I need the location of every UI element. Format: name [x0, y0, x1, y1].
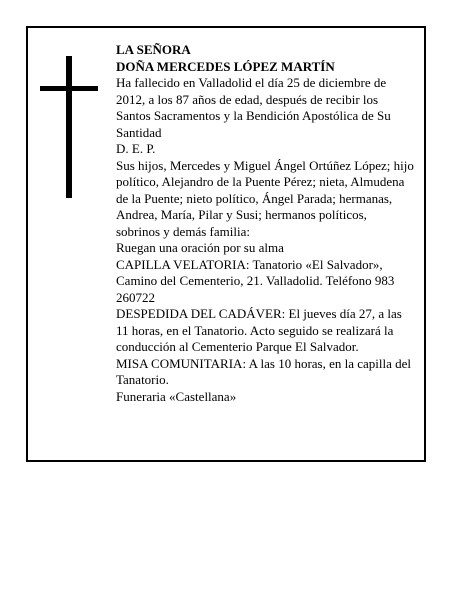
farewell-text: El jueves día 27, a las 11 horas, en el Tanatorio. Acto seguido se realizará la conducción al Cementerio Parque El Salvador.	[116, 306, 402, 354]
obituary-notice	[26, 26, 426, 462]
notice-title: LA SEÑORA	[116, 42, 191, 57]
prayer-request: Ruegan una oración por su alma	[116, 240, 284, 255]
deceased-name: DOÑA MERCEDES LÓPEZ MARTÍN	[116, 58, 335, 74]
cross-icon	[40, 56, 100, 198]
cross-horizontal-bar	[40, 86, 98, 91]
mass-text: A las 10 horas, en la capilla del Tanatorio.	[116, 355, 412, 387]
chapel-info	[116, 257, 414, 307]
death-info: Ha fallecido en Valladolid el día 25 de diciembre de 2012, a los 87 años de edad, después de recibir los Santos Sacramentos y la Bendición Apostólica de Su Santidad	[116, 75, 391, 140]
mass-label: MISA COMUNITARIA:	[116, 355, 247, 371]
farewell-label: DESPEDIDA DEL CADÁVER:	[116, 306, 286, 321]
funeral-home: Funeraria «Castellana»	[116, 388, 237, 404]
mass-info	[116, 356, 414, 389]
chapel-label: CAPILLA VELATORIA:	[116, 256, 250, 272]
chapel-text: Tanatorio «El Salvador», Camino del Cementerio, 21. Valladolid. Teléfono 983 260722	[116, 256, 395, 305]
family-list: Sus hijos, Mercedes y Miguel Ángel Ortúñez López; hijo político, Alejandro de la Puente Pérez; nieta, Almudena de la Puente; nieto político, Ángel Parada; hermanas, Andrea, María, Pilar y Susi; hermanos políticos, sobrinos y demás familia:	[116, 157, 414, 239]
dep-text: D. E. P.	[116, 141, 156, 156]
cross-vertical-bar	[66, 56, 72, 198]
notice-text	[116, 42, 414, 405]
farewell-info	[116, 306, 414, 356]
